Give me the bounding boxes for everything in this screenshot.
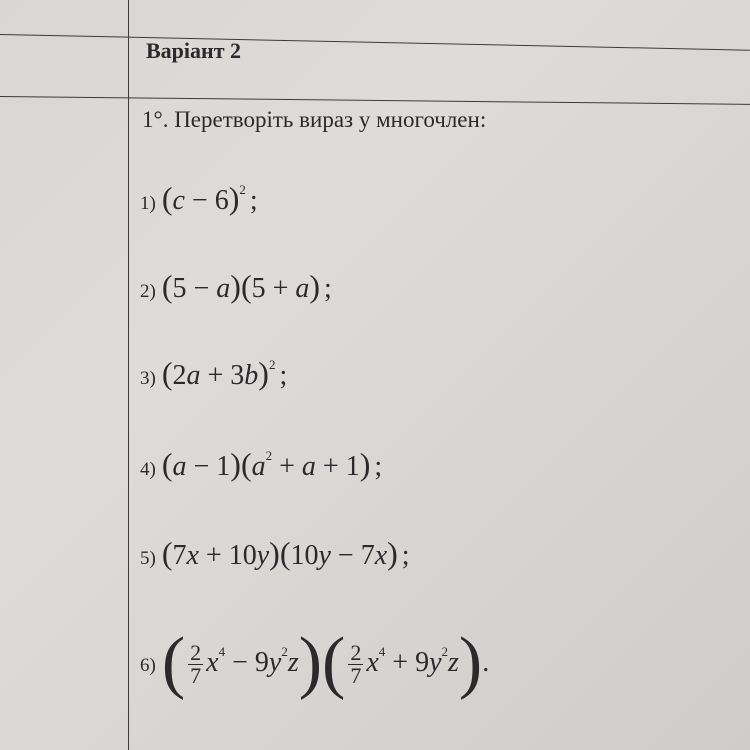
task-title: 1°. Перетворіть вираз у многочлен:	[142, 107, 487, 132]
expression-1: 1) $(c - 6)^2$ ;	[140, 180, 258, 216]
expression-6: 6)( $\frac{2}{7}$ $x^4 - 9y^2z$)( $\frac{2}{7}$ $x^4 + 9y^2z$).	[140, 624, 490, 701]
fraction: $\frac{2}{7}$	[190, 640, 202, 689]
table-line-vertical	[128, 0, 129, 750]
expression-4: 4) $(a - 1)(a^2 + a + 1)$ ;	[140, 446, 383, 482]
item-number: 2)	[140, 281, 156, 302]
item-number: 4)	[140, 459, 156, 480]
table-line-top	[0, 34, 750, 51]
expression-2: 2) (5 − a)(5 + a) ;	[140, 268, 332, 304]
item-number: 1)	[140, 193, 156, 214]
expression-5: 5) (7x + 10y)(10y − 7x) ;	[140, 535, 410, 571]
variant-title: Варіант 2	[146, 38, 242, 63]
item-number: 5)	[140, 548, 156, 569]
item-number: 3)	[140, 368, 156, 389]
expression-3: 3) $(2a + 3b)^2$ ;	[140, 355, 288, 391]
fraction: $\frac{2}{7}$	[350, 640, 362, 689]
table-line-header	[0, 96, 750, 105]
item-number: 6)	[140, 655, 156, 676]
